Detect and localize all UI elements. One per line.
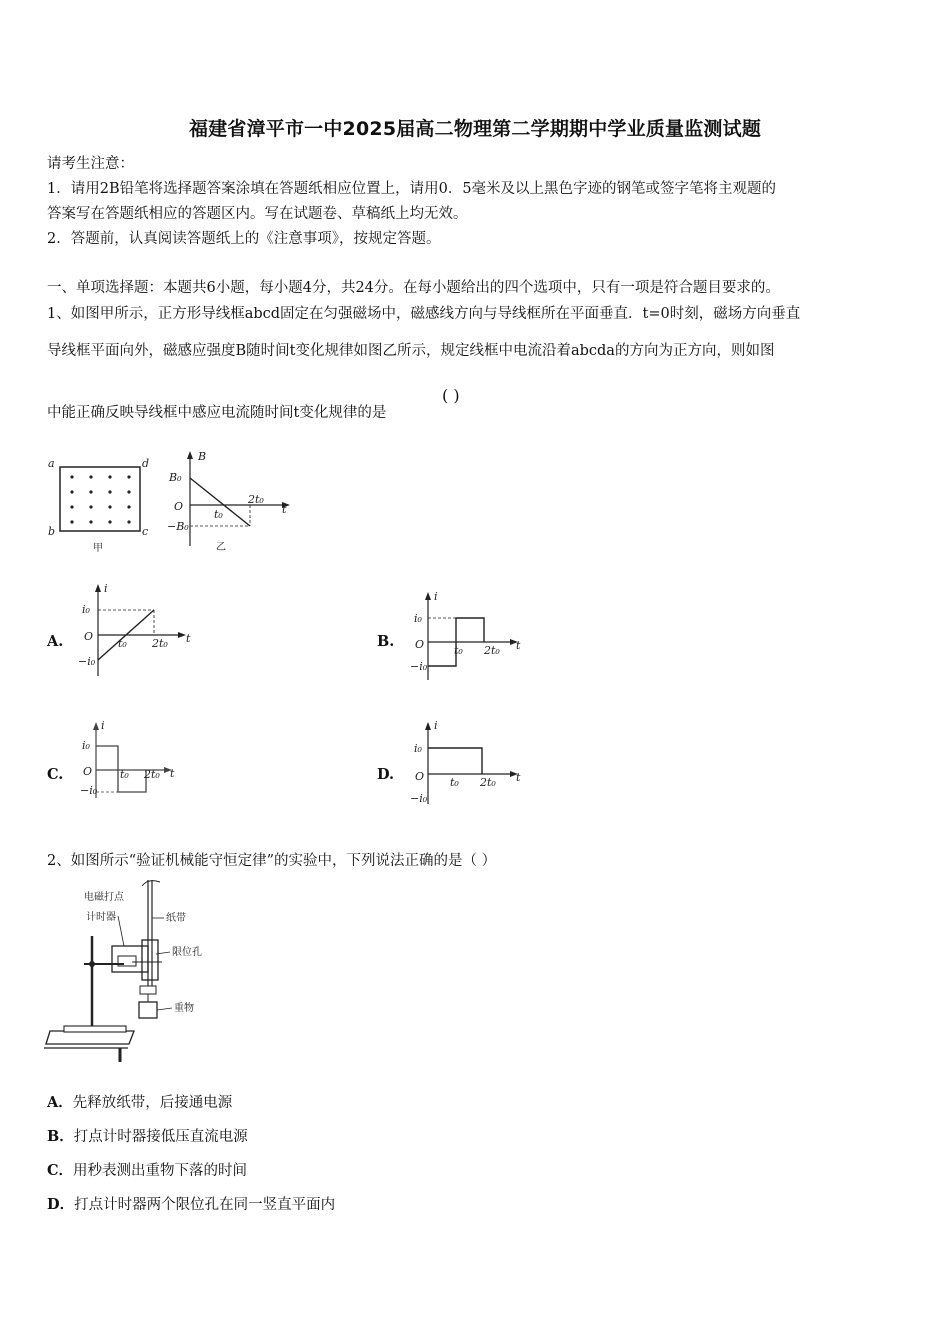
yi-2t0: 2t₀ [248, 493, 264, 506]
q2-option-b-text: 打点计时器接低压直流电源 [73, 1129, 248, 1145]
q2-option-c-label: C． [47, 1162, 74, 1179]
a-axis-i: i [104, 582, 108, 595]
q2-option-b-label: B． [47, 1128, 74, 1145]
b-neg-i0: −i₀ [410, 660, 428, 673]
weight-mass [139, 1002, 157, 1018]
notice-heading: 请考生注意： [47, 156, 134, 172]
q1-option-c-graph[interactable] [80, 718, 180, 802]
b-axis-i: i [434, 590, 438, 603]
q1-option-b-label[interactable]: B. [377, 633, 395, 650]
a-origin: O [84, 630, 94, 643]
figure-jia [44, 455, 156, 555]
q2-option-c[interactable] [47, 1159, 247, 1180]
q1-stem-line-1: 1、如图甲所示，正方形导线框abcd固定在匀强磁场中，磁感线方向与导线框所在平面垂直．t=0时刻，磁场方向垂直 [47, 306, 801, 322]
yi-negB0: −B₀ [167, 520, 189, 533]
b-i0: i₀ [414, 612, 422, 625]
jia-label-b: b [48, 525, 56, 538]
b-axis-t: t [516, 639, 521, 652]
figure-yi [166, 448, 296, 556]
a-2t0: 2t₀ [152, 637, 168, 650]
label-timer-1: 电磁打点 [84, 892, 124, 903]
d-2t0: 2t₀ [480, 776, 496, 789]
q2-option-d[interactable] [47, 1193, 335, 1214]
q1-option-d-label[interactable]: D. [377, 766, 395, 783]
q1-option-a-label[interactable]: A. [47, 633, 64, 650]
q2-option-d-text: 打点计时器两个限位孔在同一竖直平面内 [74, 1197, 336, 1213]
d-current-line [428, 748, 482, 774]
jia-label-c: c [142, 525, 149, 538]
c-t0: t₀ [120, 768, 129, 781]
jia-caption: 甲 [93, 543, 103, 554]
q1-answer-paren: ( ) [442, 386, 460, 405]
q2-option-a-text: 先释放纸带，后接通电源 [72, 1095, 233, 1111]
a-i0: i₀ [82, 603, 90, 616]
d-axis-t: t [516, 771, 521, 784]
c-2t0: 2t₀ [144, 768, 160, 781]
a-t0: t₀ [118, 637, 127, 650]
q2-stem: 2、如图所示“验证机械能守恒定律”的实验中，下列说法正确的是（ ） [47, 853, 497, 869]
q1-option-a-graph[interactable] [78, 580, 193, 680]
yi-axis-B: B [198, 450, 207, 463]
q1-stem-line-3: 中能正确反映导线框中感应电流随时间t变化规律的是 [47, 405, 387, 421]
yi-t0: t₀ [214, 508, 223, 521]
yi-axis-t: t [282, 503, 287, 516]
q1-option-d-graph[interactable] [410, 718, 525, 808]
d-t0: t₀ [450, 776, 459, 789]
jia-label-d: d [142, 457, 150, 470]
notice-line-1a: 1．请用2B铅笔将选择题答案涂填在答题纸相应位置上，请用0．5毫米及以上黑色字迹的钢笔或签字笔将主观题的 [47, 181, 777, 197]
c-axis-i: i [101, 719, 105, 732]
q2-option-d-label: D． [47, 1196, 75, 1213]
magnetic-field-dots [70, 475, 130, 523]
c-i0: i₀ [82, 739, 90, 752]
c-axis-t: t [170, 767, 175, 780]
q1-stem-line-2: 导线框平面向外，磁感应强度B随时间t变化规律如图乙所示，规定线框中电流沿着abcda的方向为正方向，则如图 [47, 343, 775, 359]
q2-option-a-label: A． [47, 1094, 73, 1111]
c-origin: O [83, 765, 93, 778]
label-timer-2: 计时器 [86, 912, 116, 923]
q2-option-c-text: 用秒表测出重物下落的时间 [73, 1163, 248, 1179]
q2-apparatus-figure [44, 876, 214, 1066]
b-2t0: 2t₀ [484, 644, 500, 657]
label-tape: 纸带 [166, 913, 186, 924]
yi-origin: O [174, 500, 184, 513]
section-heading: 一、单项选择题：本题共6小题，每小题4分，共24分。在每小题给出的四个选项中，只有一项是符合题目要求的。 [47, 280, 780, 296]
label-weight: 重物 [174, 1003, 194, 1014]
q1-option-c-label[interactable]: C. [47, 766, 64, 783]
a-neg-i0: −i₀ [78, 655, 96, 668]
jia-label-a: a [48, 457, 55, 470]
q2-option-a[interactable] [47, 1091, 232, 1112]
page-title: 福建省漳平市一中2025届高二物理第二学期期中学业质量监测试题 [188, 118, 762, 140]
notice-line-2: 2．答题前，认真阅读答题纸上的《注意事项》，按规定答题。 [47, 231, 441, 247]
d-axis-i: i [434, 719, 438, 732]
d-origin: O [415, 770, 425, 783]
q2-option-b[interactable] [47, 1125, 248, 1146]
yi-B0: B₀ [169, 471, 182, 484]
yi-caption: 乙 [216, 542, 226, 553]
d-neg-i0: −i₀ [410, 792, 428, 805]
d-i0: i₀ [414, 742, 422, 755]
c-neg-i0: −i₀ [80, 784, 98, 797]
a-axis-t: t [186, 632, 191, 645]
b-origin: O [415, 638, 425, 651]
base-plate [46, 1031, 134, 1044]
label-hole: 限位孔 [172, 947, 202, 958]
q1-option-b-graph[interactable] [410, 588, 525, 684]
b-t0: t₀ [454, 644, 463, 657]
notice-line-1b: 答案写在答题纸相应的答题区内。写在试题卷、草稿纸上均无效。 [47, 206, 468, 222]
